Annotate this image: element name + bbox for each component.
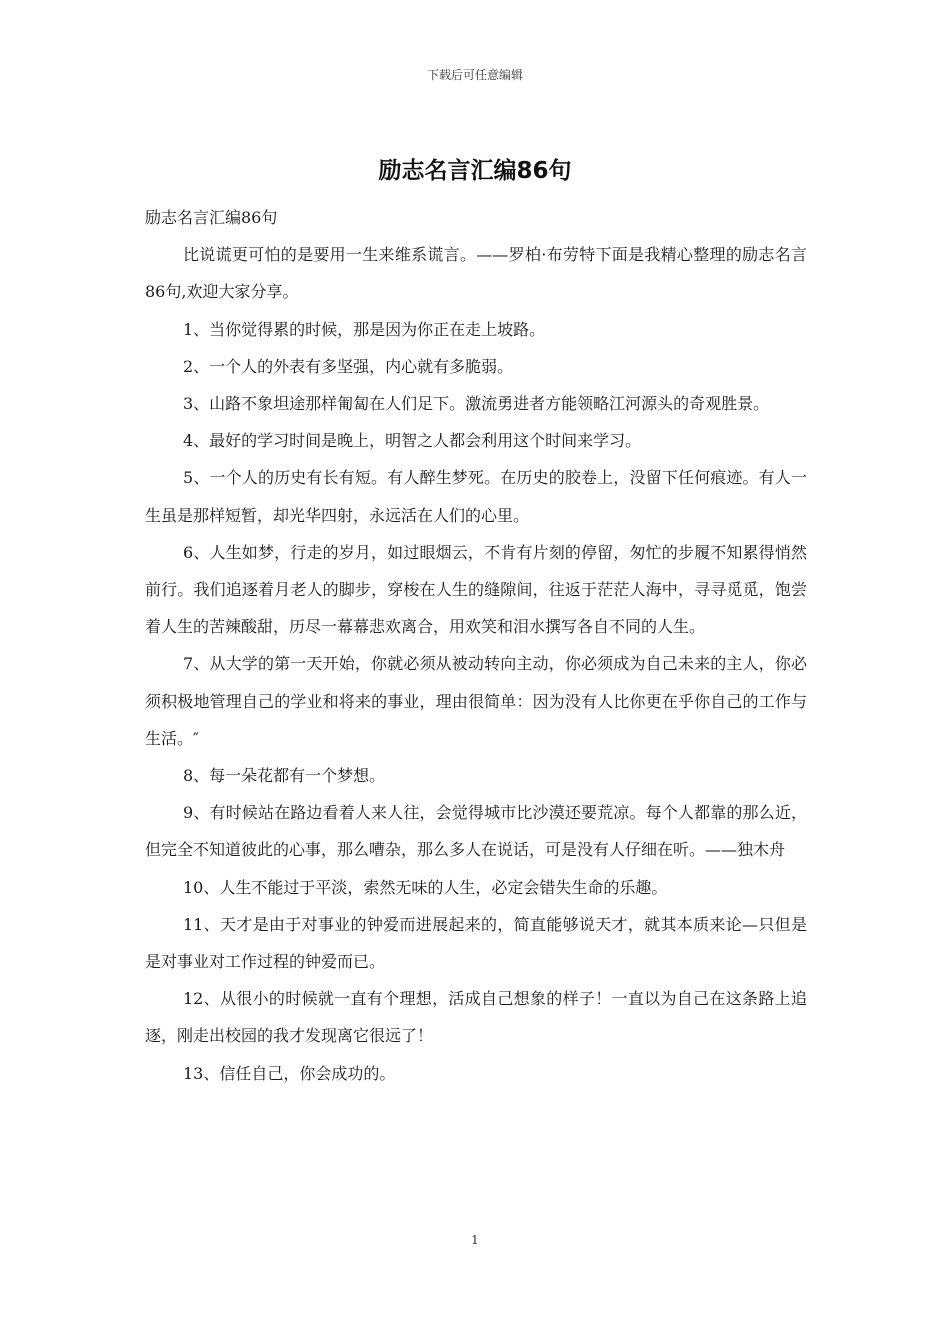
header-note: 下载后可任意编辑 xyxy=(426,68,523,82)
quote-paragraph: 8、每一朵花都有一个梦想。 xyxy=(183,766,386,786)
document-title: 励志名言汇编86句 xyxy=(378,158,572,184)
document-body xyxy=(145,199,807,1092)
quote-paragraph: 5、一个人的历史有长有短。有人醉生梦死。在历史的胶卷上，没留下任何痕迹。有人一生虽是那样短暂，却光华四射，永远活在人们的心里。 xyxy=(145,468,807,525)
quote-paragraph: 10、人生不能过于平淡，索然无味的人生，必定会错失生命的乐趣。 xyxy=(183,877,668,897)
page-number: 1 xyxy=(471,1233,479,1247)
quote-paragraph: 4、最好的学习时间是晚上，明智之人都会利用这个时间来学习。 xyxy=(183,431,642,451)
quote-paragraph: 12、从很小的时候就一直有个理想，活成自己想象的样子！一直以为自己在这条路上追逐，刚走出校园的我才发现离它很远了！ xyxy=(145,989,807,1046)
quote-paragraph: 7、从大学的第一天开始，你就必须从被动转向主动，你必须成为自己未来的主人，你必须积极地管理自己的学业和将来的事业，理由很简单：因为没有人比你更在乎你自己的工作与生活。″ xyxy=(145,654,807,748)
quote-paragraph: 6、人生如梦，行走的岁月，如过眼烟云，不肯有片刻的停留，匆忙的步履不知累得悄然前行。我们追逐着月老人的脚步，穿梭在人生的缝隙间，往返于茫茫人海中，寻寻觅觅，饱尝着人生的苦辣酸甜，历尽一幕幕悲欢离合，用欢笑和泪水撰写各自不同的人生。 xyxy=(145,542,807,637)
quote-paragraph: 1、当你觉得累的时候，那是因为你正在走上坡路。 xyxy=(183,319,546,339)
quote-paragraph: 3、山路不象坦途那样匍匐在人们足下。激流勇进者方能领略江河源头的奇观胜景。 xyxy=(183,394,770,414)
quote-paragraph: 11、天才是由于对事业的钟爱而进展起来的，简直能够说天才，就其本质来论—只但是是对事业对工作过程的钟爱而已。 xyxy=(145,914,807,972)
quote-paragraph: 2、一个人的外表有多坚强，内心就有多脆弱。 xyxy=(183,356,514,376)
quote-paragraph: 13、信任自己，你会成功的。 xyxy=(183,1063,396,1083)
intro-paragraph: 比说谎更可怕的是要用一生来维系谎言。——罗柏·布劳特下面是我精心整理的励志名言86句,欢迎大家分享。 xyxy=(145,245,807,302)
quote-paragraph: 9、有时候站在路边看着人来人往，会觉得城市比沙漠还要荒凉。每个人都靠的那么近，但完全不知道彼此的心事，那么嘈杂，那么多人在说话，可是没有人仔细在听。——独木舟 xyxy=(145,803,807,860)
document-subtitle: 励志名言汇编86句 xyxy=(145,208,278,227)
